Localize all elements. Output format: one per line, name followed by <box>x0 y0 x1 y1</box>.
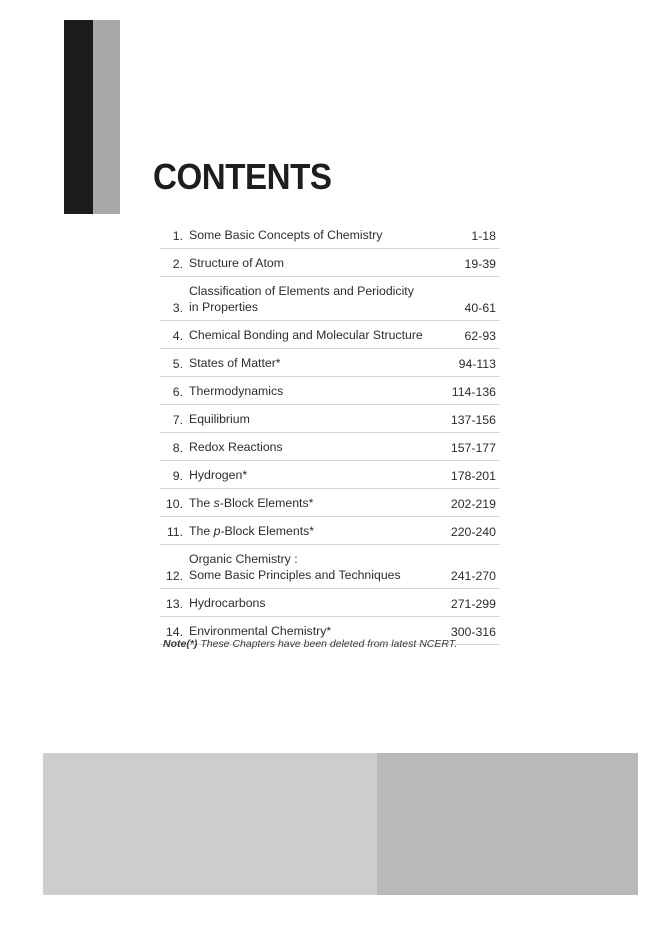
chapter-number: 14. <box>165 625 183 639</box>
footnote-label: Note(*) <box>163 638 198 650</box>
toc-row[interactable] <box>160 517 500 545</box>
toc-row[interactable] <box>160 461 500 489</box>
chapter-title-line: Classification of Elements and Periodicity <box>189 284 414 298</box>
chapter-title <box>189 411 451 427</box>
chapter-number: 3. <box>172 301 183 315</box>
chapter-title-line: Environmental Chemistry* <box>189 624 332 638</box>
page-range: 220-240 <box>450 525 496 539</box>
toc-row[interactable] <box>160 589 500 617</box>
chapter-number: 12. <box>165 569 183 583</box>
chapter-title-line: Hydrogen* <box>189 468 248 482</box>
chapter-title-line: Some Basic Principles and Techniques <box>189 568 401 582</box>
page-title: CONTENTS <box>153 156 332 197</box>
toc-row[interactable] <box>160 433 500 461</box>
page-range: 114-136 <box>451 385 496 399</box>
chapter-title <box>189 595 451 611</box>
toc-row[interactable] <box>160 249 500 277</box>
decorative-gray-bar <box>93 20 120 214</box>
chapter-title-line: Equilibrium <box>189 412 250 426</box>
decorative-block-right <box>377 753 638 895</box>
chapter-number: 6. <box>172 385 183 399</box>
page-range: 271-299 <box>450 597 496 611</box>
chapter-title <box>189 523 451 539</box>
chapter-title-line: The s-Block Elements* <box>189 496 314 510</box>
page-range: 94-113 <box>458 357 496 371</box>
page-range: 300-316 <box>450 625 496 639</box>
page-range: 1-18 <box>471 229 496 243</box>
toc-row[interactable] <box>160 277 500 321</box>
chapter-title <box>189 327 465 343</box>
page-range: 157-177 <box>450 441 496 455</box>
page-range: 137-156 <box>450 413 496 427</box>
chapter-title-line: Structure of Atom <box>189 256 285 270</box>
table-of-contents <box>160 221 500 645</box>
chapter-number: 5. <box>172 357 183 371</box>
decorative-black-bar <box>64 20 93 214</box>
chapter-number: 8. <box>172 441 183 455</box>
toc-row[interactable] <box>160 405 500 433</box>
chapter-title-line: Redox Reactions <box>189 440 283 454</box>
page-range: 178-201 <box>450 469 496 483</box>
toc-row[interactable] <box>160 321 500 349</box>
chapter-number: 10. <box>165 497 183 511</box>
chapter-title <box>189 383 452 399</box>
footnote <box>163 638 457 650</box>
chapter-title-line: States of Matter* <box>189 356 281 370</box>
chapter-number: 2. <box>172 257 183 271</box>
toc-row[interactable] <box>160 489 500 517</box>
toc-row[interactable] <box>160 221 500 249</box>
chapter-number: 4. <box>172 329 183 343</box>
toc-row[interactable] <box>160 377 500 405</box>
chapter-number: 1. <box>172 229 183 243</box>
chapter-title <box>189 355 459 371</box>
chapter-title <box>189 495 451 511</box>
chapter-title-line: Hydrocarbons <box>189 596 266 610</box>
chapter-title-line: in Properties <box>189 300 259 314</box>
chapter-number: 7. <box>172 413 183 427</box>
page-range: 19-39 <box>464 257 496 271</box>
page-range: 202-219 <box>450 497 496 511</box>
page-range: 241-270 <box>450 569 496 583</box>
chapter-title-line: Organic Chemistry : <box>189 552 298 566</box>
toc-row[interactable] <box>160 349 500 377</box>
chapter-title-line: The p-Block Elements* <box>189 524 315 538</box>
chapter-title-line: Chemical Bonding and Molecular Structure <box>189 328 423 342</box>
page-range: 40-61 <box>464 301 496 315</box>
chapter-title <box>189 439 451 455</box>
chapter-title-line: Thermodynamics <box>189 384 284 398</box>
footnote-text: These Chapters have been deleted from latest NCERT. <box>197 638 458 650</box>
chapter-title <box>189 467 451 483</box>
chapter-number: 11. <box>166 525 183 539</box>
chapter-title-line: Some Basic Concepts of Chemistry <box>189 228 383 242</box>
chapter-title <box>189 623 451 639</box>
chapter-number: 9. <box>172 469 183 483</box>
decorative-block-left <box>43 753 377 895</box>
chapter-number: 13. <box>165 597 183 611</box>
chapter-title <box>189 283 465 315</box>
toc-row[interactable] <box>160 545 500 589</box>
chapter-title <box>189 255 465 271</box>
chapter-title <box>189 227 471 243</box>
page-range: 62-93 <box>464 329 496 343</box>
chapter-title <box>189 551 451 583</box>
